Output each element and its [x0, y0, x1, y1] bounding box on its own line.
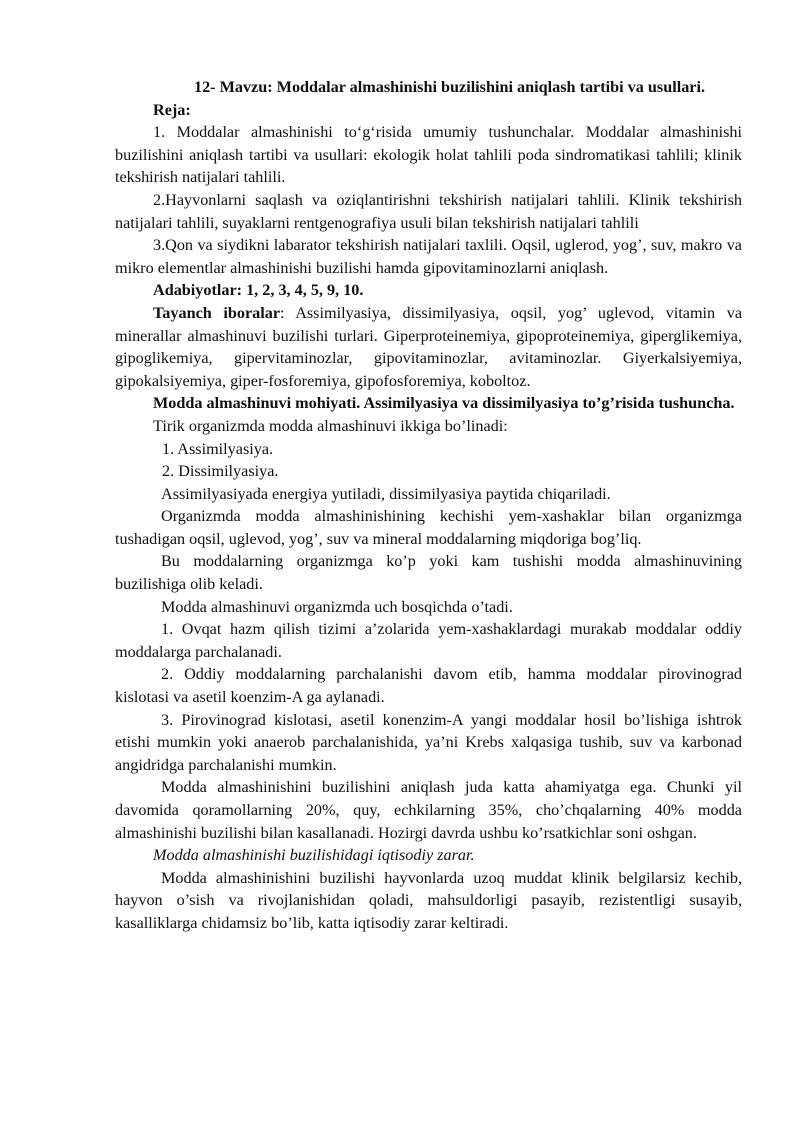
plan-heading: Reja:: [153, 100, 191, 119]
plan-item-3: 3.Qon va siydikni labarator tekshirish natijalari taxlili. Oqsil, uglerod, yog’, suv, makro va mikro elementlar almashinishi buzilishi hamda gipovitaminozlarni aniqlash.: [115, 236, 742, 277]
section-heading: Modda almashinuvi mohiyati. Assimilyasiya va dissimilyasiya to’g’risida tushuncha.: [153, 394, 735, 413]
damage-paragraph: Modda almashinishini buzilishi hayvonlarda uzoq muddat klinik belgilarsiz kechib, hayvon o’sish va rivojlanishidan qoladi, mahsuldorligi pasayib, rezistentligi susayib, kasalliklarga chidamsiz bo’lib, katta iqtisodiy zarar keltiradi.: [115, 868, 742, 932]
paragraph-course: Organizmda modda almashinishining kechishi yem-xashaklar bilan organizmga tushadigan oqsil, uglevod, yog’, suv va mineral moddalarning miqdoriga bog’liq.: [115, 507, 742, 548]
document-page: [115, 76, 742, 935]
plan-item-2: 2.Hayvonlarni saqlash va oziqlantirishni tekshirish natijalari tahlili. Klinik tekshirish natijalari tahlili, suyaklarni rentgenografiya usuli bilan tekshirish natijalari tahlili: [115, 190, 742, 232]
stage-1: 1. Ovqat hazm qilish tizimi a’zolarida yem-xashaklardagi murakab moddalar oddiy moddalarga parchalanadi.: [115, 620, 742, 661]
intro-text: Tirik organizmda modda almashinuvi ikkiga bo’linadi:: [153, 416, 508, 435]
energy-text: Assimilyasiyada energiya yutiladi, dissimilyasiya paytida chiqariladi.: [161, 484, 611, 503]
keywords-text: : Assimilyasiya, dissimilyasiya, oqsil, yog’ uglevod, vitamin va minerallar almashinuvi buzilishi turlari. Giperproteinemiya, gipoproteinemiya, giperglikemiya, gipoglikemiya, gipervitaminozlar, gipovitaminozlar, avitaminozlar. Giyerkalsiyemiya, gipokalsiyemiya, giper-fosforemiya, gipofosforemiya, koboltoz.: [115, 303, 743, 390]
stages-intro: Modda almashinuvi organizmda uch bosqichda o’tadi.: [161, 597, 513, 616]
paragraph-disorder: Bu moddalarning organizmga ko’p yoki kam tushishi modda almashinuvining buzilishiga olib keladi.: [115, 552, 742, 594]
literature-line: Adabiyotlar: 1, 2, 3, 4, 5, 9, 10.: [153, 281, 364, 300]
document-title: 12- Mavzu: Moddalar almashinishi buzilishini aniqlash tartibi va usullari.: [193, 78, 706, 96]
stage-2: 2. Oddiy moddalarning parchalanishi davom etib, hamma moddalar pirovinograd kislotasi va asetil koenzim-A ga aylanadi.: [115, 665, 742, 707]
keywords-label: Tayanch iboralar: [153, 303, 281, 322]
importance-paragraph: Modda almashinishini buzilishini aniqlash juda katta ahamiyatga ega. Chunki yil davomida qoramollarning 20%, quy, echkilarning 35%, cho’chqalarning 40% modda almashinishi buzilishi bilan kasallanadi. Hozirgi davrda ushbu ko’rsatkichlar soni oshgan.: [115, 778, 742, 842]
kind-assimilation: 1. Assimilyasiya.: [162, 439, 274, 458]
plan-item-1: 1. Moddalar almashinishi to‘g‘risida umumiy tushunchalar. Moddalar almashinishi buzilishini aniqlash tartibi va usullari: ekologik holat tahlili poda sindromatikasi tahlili; klinik tekshirish natijalari tahlili.: [115, 123, 742, 187]
kind-dissimilation: 2. Dissimilyasiya.: [162, 462, 279, 481]
keywords-paragraph: [115, 302, 742, 392]
damage-heading: Modda almashinishi buzilishidagi iqtisodiy zarar.: [153, 846, 475, 865]
stage-3: 3. Pirovinograd kislotasi, asetil konenzim-A yangi moddalar hosil bo’lishiga ishtrok etishi mumkin yoki anaerob parchalanishida, ya’ni Krebs xalqasiga tushib, suv va karbonad angidridga parchalanishi mumkin.: [115, 710, 742, 774]
